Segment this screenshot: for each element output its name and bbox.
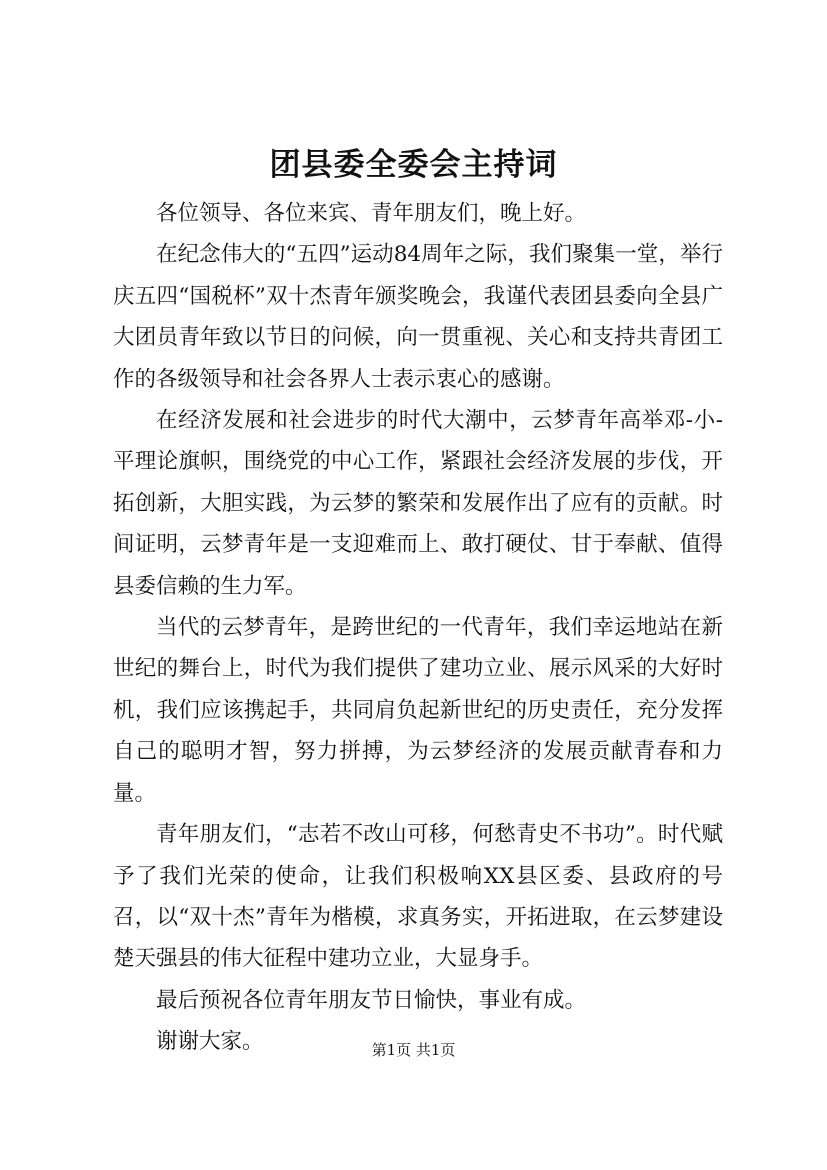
paragraph-call-to-action: 青年朋友们，“志若不改山可移，何愁青史不书功”。时代赋予了我们光荣的使命，让我们积极响XX县区委、县政府的号召，以“双十杰”青年为楷模，求真务实，开拓进取，在云梦建设楚天强县的伟大征程中建功立业，大显身手。 bbox=[113, 822, 723, 972]
paragraph-achievements: 在经济发展和社会进步的时代大潮中，云梦青年高举邓-小-平理论旗帜，围绕党的中心工作，紧跟社会经济发展的步伐，开拓创新，大胆实践，为云梦的繁荣和发展作出了应有的贡献。时间证明，云梦青年是一支迎难而上、敢打硬仗、甘于奉献、值得县委信赖的生力军。 bbox=[113, 408, 723, 599]
paragraph-opening: 在纪念伟大的“五四”运动84周年之际，我们聚集一堂，举行庆五四“国税杯”双十杰青年颁奖晚会，我谨代表团县委向全县广大团员青年致以节日的问候，向一贯重视、关心和支持共青团工作的各级领导和社会各界人士表示衷心的感谢。 bbox=[113, 242, 723, 392]
paragraph-wishes: 最后预祝各位青年朋友节日愉快，事业有成。 bbox=[156, 987, 587, 1013]
document-body bbox=[113, 193, 723, 1063]
page-number-footer: 第1页 共1页 bbox=[371, 1041, 456, 1059]
paragraph-mission: 当代的云梦青年，是跨世纪的一代青年，我们幸运地站在新世纪的舞台上，时代为我们提供了建功立业、展示风采的大好时机，我们应该携起手，共同肩负起新世纪的历史责任，充分发挥自己的聪明才智，努力拼搏，为云梦经济的发展贡献青春和力量。 bbox=[113, 615, 723, 806]
document-title: 团县委全委会主持词 bbox=[269, 147, 558, 183]
paragraph-thanks: 谢谢大家。 bbox=[156, 1029, 264, 1055]
paragraph-greeting: 各位领导、各位来宾、青年朋友们，晚上好。 bbox=[156, 201, 587, 226]
